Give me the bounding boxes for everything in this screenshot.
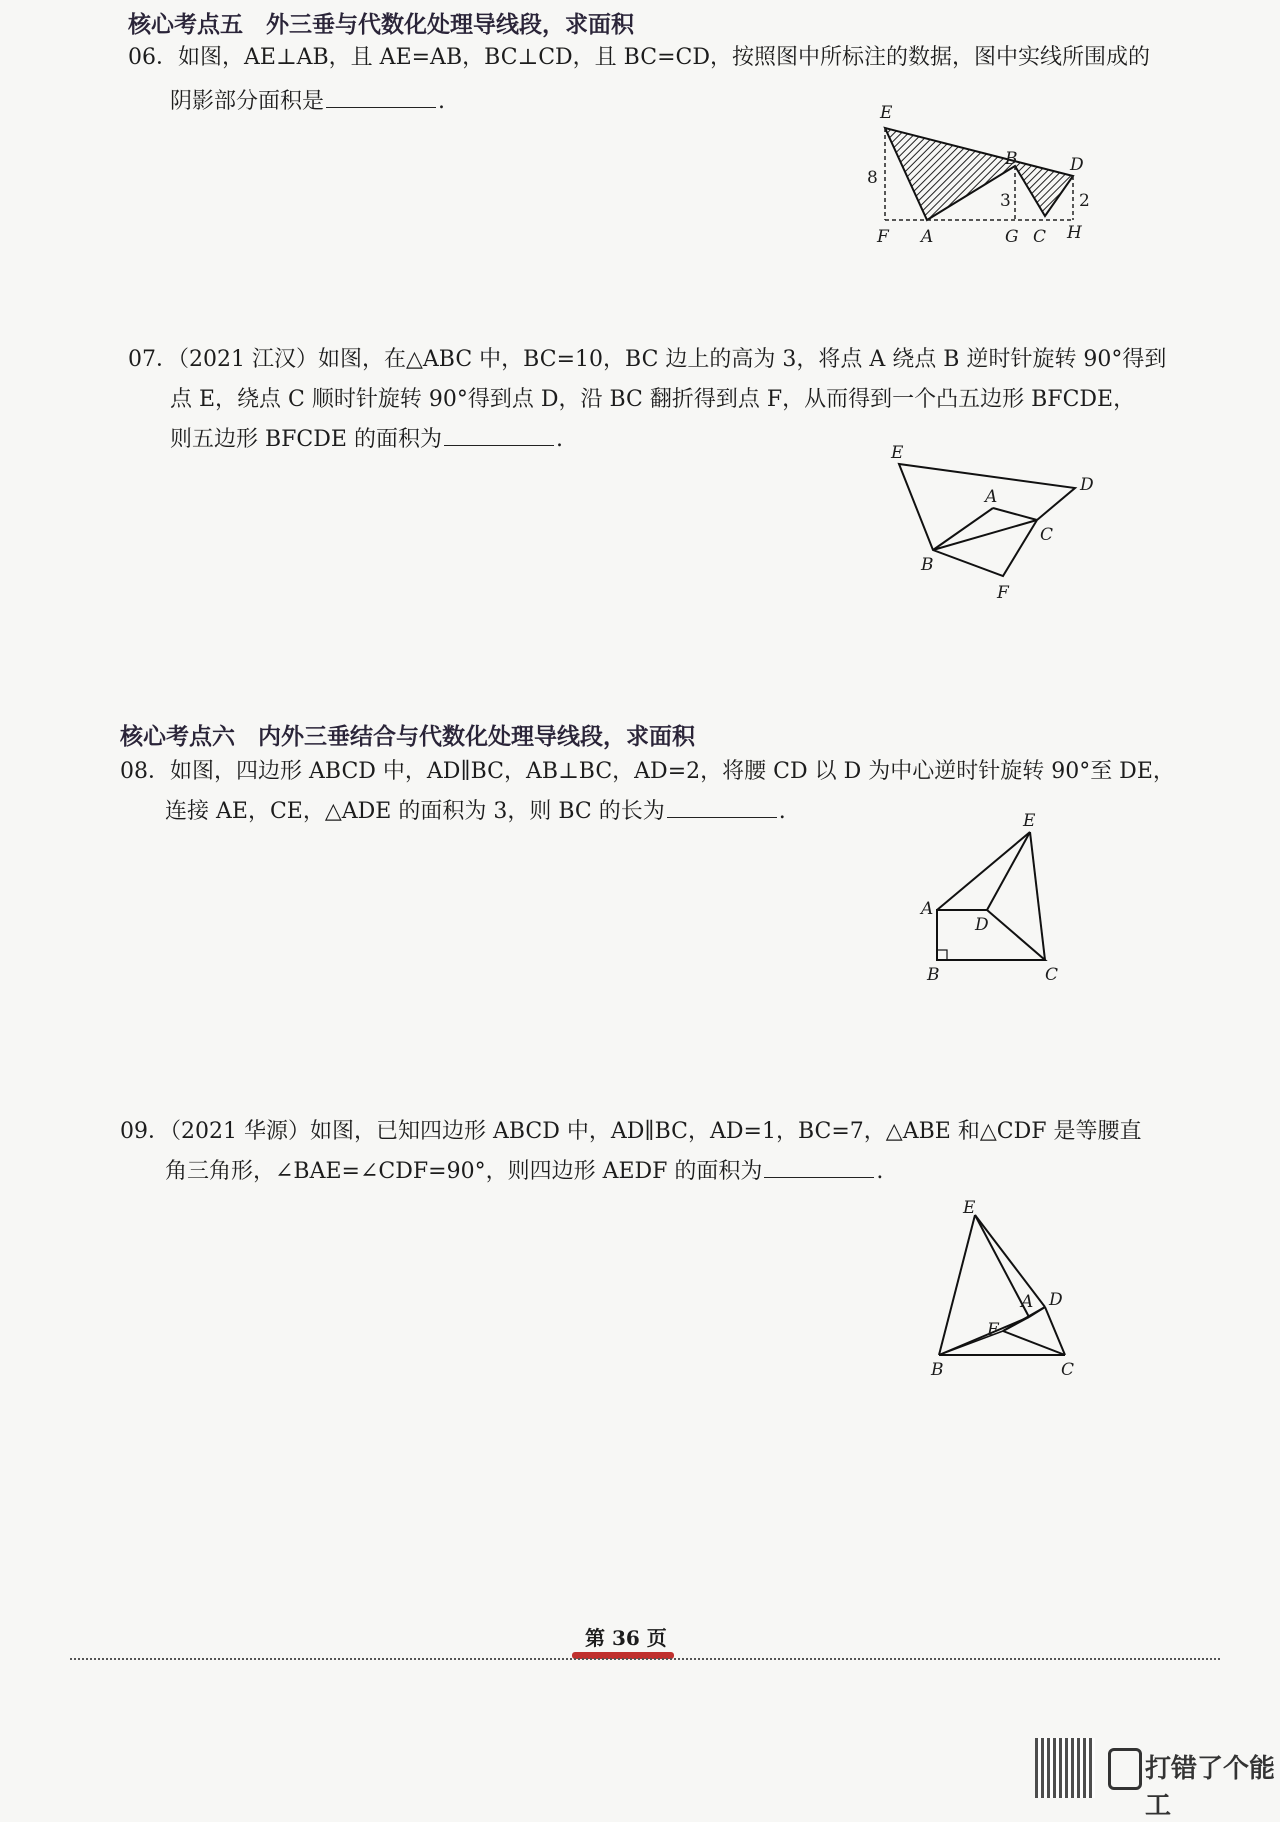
label-2: 2	[1079, 191, 1090, 211]
label-B: B	[927, 965, 940, 985]
question-06-line1: 06．如图，AE⊥AB，且 AE=AB，BC⊥CD，且 BC=CD，按照图中所标注的数据，图中实线所围成的	[128, 45, 1150, 70]
qr-icon	[1035, 1738, 1095, 1798]
watermark-text: 打错了个能工	[1145, 1754, 1276, 1821]
label-A: A	[921, 899, 934, 919]
question-09-line1: 09．（2021 华源）如图，已知四边形 ABCD 中，AD∥BC，AD=1，BC=7，△ABE 和△CDF 是等腰直	[120, 1119, 1142, 1144]
label-F: F	[877, 227, 889, 247]
label-A: A	[1021, 1292, 1034, 1312]
segment-ec	[1030, 832, 1045, 960]
question-07-stem: 则五边形 BFCDE 的面积为	[170, 427, 442, 452]
section-title-6: 核心考点六 内外三垂结合与代数化处理导线段，求面积	[120, 724, 695, 750]
label-F: F	[987, 1320, 999, 1340]
figure-09	[925, 1195, 1085, 1385]
label-F: F	[997, 583, 1009, 603]
segment-ba	[933, 508, 993, 550]
question-07-line2: 点 E，绕点 C 顺时针旋转 90°得到点 D，沿 BC 翻折得到点 F，从而得到一个凸五边形 BFCDE，	[170, 387, 1136, 412]
trapezoid-abcd	[937, 910, 1045, 960]
label-D: D	[975, 915, 989, 935]
segment-eb	[939, 1215, 975, 1355]
label-D: D	[1070, 155, 1084, 175]
question-07-line1: 07．（2021 江汉）如图，在△ABC 中，BC=10，BC 边上的高为 3，将点 A 绕点 B 逆时针旋转 90°得到	[128, 347, 1167, 372]
question-06-line2	[170, 82, 445, 122]
app-logo-icon	[1108, 1748, 1142, 1790]
label-G: G	[1005, 227, 1019, 247]
label-C: C	[1061, 1360, 1075, 1380]
label-E: E	[891, 443, 904, 463]
question-08-line1: 08．如图，四边形 ABCD 中，AD∥BC，AB⊥BC，AD=2，将腰 CD 以 D 为中心逆时针旋转 90°至 DE，	[120, 759, 1175, 784]
segment-ae	[937, 832, 1030, 910]
figure-07	[885, 440, 1105, 615]
segment-de	[987, 832, 1030, 910]
question-06-period: .	[438, 89, 446, 114]
segment-ac	[993, 508, 1037, 520]
answer-blank-08[interactable]	[667, 799, 777, 818]
label-B: B	[1005, 149, 1018, 169]
label-B: B	[921, 555, 934, 575]
label-E: E	[963, 1198, 976, 1218]
question-06-stem: 阴影部分面积是	[170, 89, 325, 114]
label-8: 8	[867, 168, 878, 188]
label-B: B	[931, 1360, 944, 1380]
label-A: A	[985, 487, 998, 507]
answer-blank-09[interactable]	[764, 1159, 874, 1178]
label-A: A	[921, 227, 934, 247]
question-07-period: .	[555, 427, 563, 452]
question-09-line2	[165, 1152, 883, 1192]
segment-fa	[1003, 1317, 1029, 1331]
answer-blank-06[interactable]	[326, 89, 436, 108]
label-D: D	[1049, 1290, 1063, 1310]
figure-08	[915, 810, 1065, 990]
question-08-stem: 连接 AE，CE，△ADE 的面积为 3，则 BC 的长为	[165, 799, 665, 824]
label-E: E	[1023, 811, 1036, 831]
section-title-5: 核心考点五 外三垂与代数化处理导线段，求面积	[128, 12, 634, 38]
figure-06	[865, 98, 1115, 248]
question-08-period: .	[778, 799, 786, 824]
label-C: C	[1040, 525, 1054, 545]
question-07-line3	[170, 420, 563, 460]
question-09-period: .	[876, 1159, 884, 1184]
label-3: 3	[1000, 191, 1011, 211]
question-09-stem: 角三角形，∠BAE=∠CDF=90°，则四边形 AEDF 的面积为	[165, 1159, 763, 1184]
label-D: D	[1080, 475, 1094, 495]
right-angle-mark	[937, 950, 947, 960]
segment-ed	[975, 1215, 1045, 1307]
label-C: C	[1033, 227, 1047, 247]
page-number: 第 36 页	[585, 1626, 667, 1650]
label-E: E	[880, 103, 893, 123]
shaded-region	[885, 128, 1073, 220]
answer-blank-07[interactable]	[444, 427, 554, 446]
footer-dotted-line	[70, 1658, 1220, 1660]
label-C: C	[1045, 965, 1059, 985]
label-H: H	[1067, 223, 1082, 243]
question-08-line2	[165, 792, 786, 832]
